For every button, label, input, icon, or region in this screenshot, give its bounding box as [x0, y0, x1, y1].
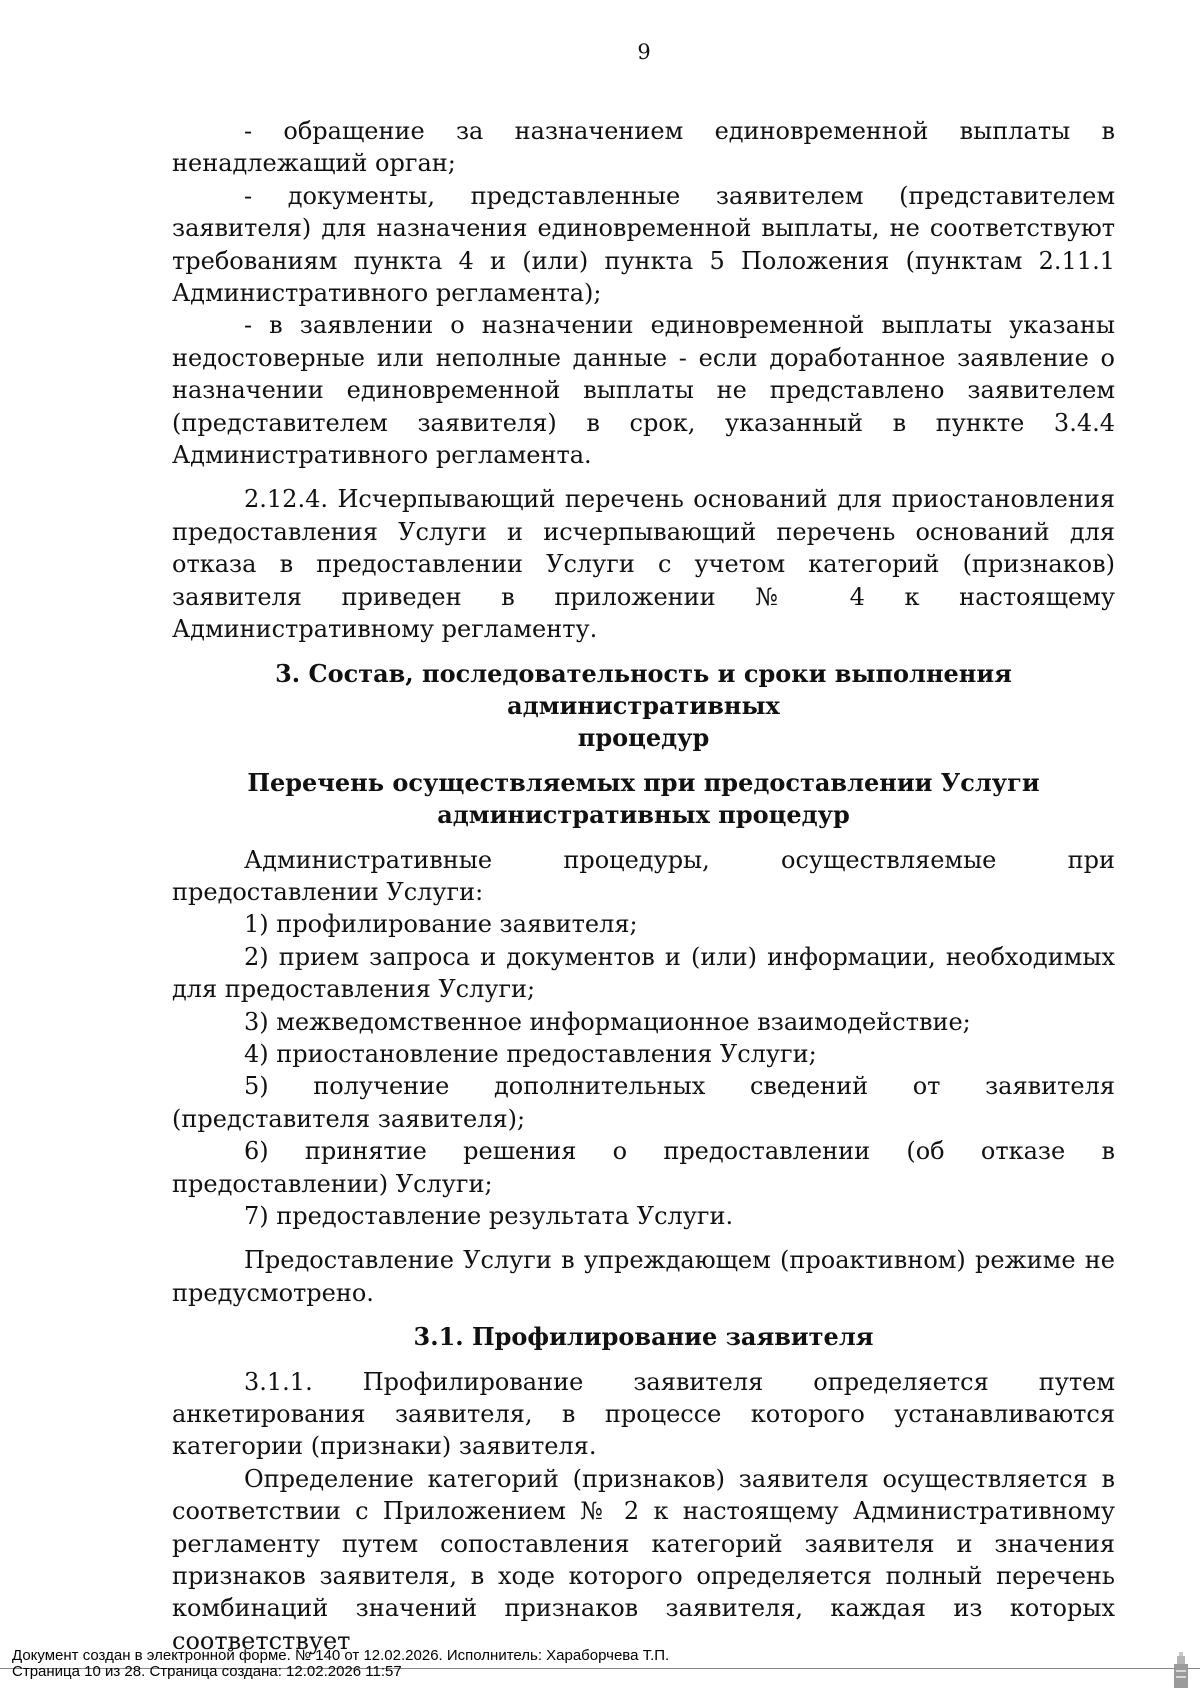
procedure-item-4: 4) приостановление предоставления Услуги;	[244, 1039, 817, 1068]
paragraph-2-12-4: 2.12.4. Исчерпывающий перечень оснований для приостановления предоставления Услуги и исчерпывающий перечень оснований для отказа в предоставлении Услуги с учетом категорий (признаков) заявителя приведен в приложении № 4 к настоящему Административному регламенту.	[172, 485, 1115, 644]
procedure-item-2: 2) прием запроса и документов и (или) информации, необходимых для предоставления Услуги;	[172, 942, 1115, 1004]
procedure-item-1: 1) профилирование заявителя;	[244, 910, 638, 939]
procedures-subheading-line2: административных процедур	[437, 800, 850, 830]
section-3-heading-line1: 3. Состав, последовательность и сроки выполнения административных	[275, 658, 1012, 720]
section-3-heading-line2: процедур	[577, 723, 710, 753]
document-body	[172, 115, 1115, 1657]
procedure-item-3: 3) межведомственное информационное взаимодействие;	[244, 1007, 971, 1036]
footer-line-1: Документ создан в электронной форме. № 140 от 12.02.2026. Исполнитель: Хараборчева Т.П.	[12, 1647, 670, 1664]
section-3-1-heading: 3.1. Профилирование заявителя	[413, 1322, 874, 1352]
procedures-intro: Административные процедуры, осуществляемые при предоставлении Услуги:	[172, 845, 1115, 906]
paragraph-documents-mismatch: - документы, представленные заявителем (представителем заявителя) для назначения единовременной выплаты, не соответствуют требованиям пункта 4 и (или) пункта 5 Положения (пунктам 2.11.1 Административного регламента);	[172, 181, 1115, 308]
page-number: 9	[637, 40, 651, 64]
paragraph-improper-body: - обращение за назначением единовременной выплаты в ненадлежащий орган;	[172, 117, 1115, 178]
procedure-item-5: 5) получение дополнительных сведений от заявителя (представителя заявителя);	[172, 1072, 1115, 1133]
document-footer	[12, 1648, 669, 1680]
procedures-subheading-line1: Перечень осуществляемых при предоставлении Услуги	[247, 767, 1040, 797]
paragraph-incomplete-data: - в заявлении о назначении единовременной выплаты указаны недостоверные или неполные данные - если доработанное заявление о назначении единовременной выплаты не представлено заявителем (представителем заявителя) в срок, указанный в пункте 3.4.4 Административного регламента.	[172, 311, 1115, 470]
paragraph-3-1-1: 3.1.1. Профилирование заявителя определяется путем анкетирования заявителя, в процессе которого устанавливаются категории (признаки) заявителя.	[172, 1367, 1115, 1461]
proactive-mode-note: Предоставление Услуги в упреждающем (проактивном) режиме не предусмотрено.	[172, 1246, 1115, 1307]
procedure-item-6: 6) принятие решения о предоставлении (об отказе в предоставлении) Услуги;	[172, 1137, 1115, 1198]
procedure-item-7: 7) предоставление результата Услуги.	[244, 1202, 734, 1230]
paragraph-categories-definition: Определение категорий (признаков) заявителя осуществляется в соответствии с Приложением № 2 к настоящему Административному регламенту путем сопоставления категорий заявителя и значения признаков заявителя, в ходе которого определяется полный перечень комбинаций значений признаков заявителя, каждая из которых соответствует	[172, 1464, 1115, 1655]
emblem-icon	[1170, 1650, 1192, 1692]
footer-line-2: Страница 10 из 28. Страница создана: 12.02.2026 11:57	[12, 1663, 402, 1680]
